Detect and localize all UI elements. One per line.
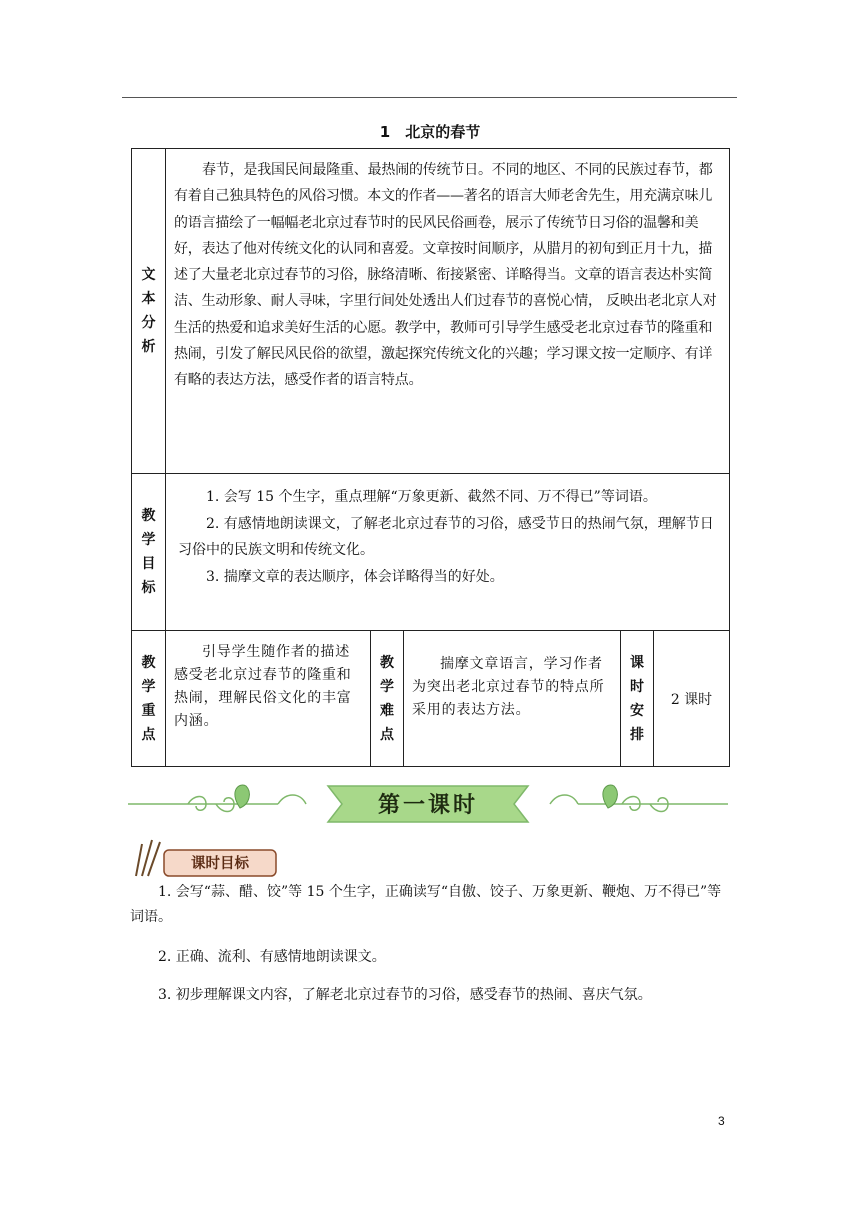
objectives-tag-label: 课时目标 [191, 856, 249, 872]
goal-item: 1. 会写 15 个生字，重点理解“万象更新、截然不同、万不得已”等词语。 [206, 489, 657, 505]
key-points-text: 引导学生随作者的描述感受老北京过春节的隆重和热闹，理解民俗文化的丰富内涵。 [166, 631, 371, 767]
objective-item: 2. 正确、流利、有感情地朗读课文。 [158, 949, 386, 965]
lesson-title: 1 北京的春节 [379, 123, 481, 141]
schedule-text: 2 课时 [654, 631, 730, 767]
analysis-text: 春节，是我国民间最隆重、最热闹的传统节日。不同的地区、不同的民族过春节，都有着自己独具特色的风俗习惯。本文的作者——著名的语言大师老舍先生，用充满京味儿的语言描绘了一幅幅老北京过春节时的民风民俗画卷，展示了传统节日习俗的温馨和美好，表达了他对传统文化的认同和喜爱。文章按时间顺序，从腊月的初旬到正月十九，描述了大量老北京过春节的习俗，脉络清晰、衔接紧密、详略得当。文章的语言表达朴实简洁、生动形象、耐人寻味，字里行间处处透出人们过春节的喜悦心情， 反映出老北京人对生活的热爱和追求美好生活的心愿。教学中，教师可引导学生感受老北京过春节的隆重和热闹，引发了解民风民俗的欲望，激起探究传统文化的兴趣；学习课文按一定顺序、有详有略的表达方法，感受作者的语言特点。 [166, 149, 730, 474]
brush-icon [136, 840, 160, 876]
objective-item: 3. 初步理解课文内容，了解老北京过春节的习俗，感受春节的热闹、喜庆气氛。 [158, 987, 652, 1003]
lesson-banner [128, 780, 728, 828]
goals-label: 教 学 目 标 [132, 474, 166, 631]
header-rule [122, 97, 737, 98]
vine-right-icon [550, 795, 728, 812]
goals-list [166, 474, 730, 631]
difficulty-label: 教 学 难 点 [371, 631, 404, 767]
vine-left-icon [128, 795, 306, 812]
page-number: 3 [718, 1114, 725, 1128]
objectives-tag [130, 836, 280, 880]
schedule-label: 课 时 安 排 [621, 631, 654, 767]
objective-item: 1. 会写“蒜、醋、饺”等 15 个生字，正确读写“自傲、饺子、万象更新、鞭炮、万不得已”等词语。 [130, 884, 722, 925]
goal-item: 2. 有感情地朗读课文，了解老北京过春节的习俗，感受节日的热闹气氛，理解节日习俗中的民族文明和传统文化。 [178, 515, 714, 558]
lesson-plan-table [131, 148, 730, 767]
goal-item: 3. 揣摩文章的表达顺序，体会详略得当的好处。 [206, 568, 504, 585]
analysis-label: 文 本 分 析 [132, 149, 166, 474]
banner-text: 第一课时 [377, 793, 479, 818]
difficulty-text: 揣摩文章语言，学习作者为突出老北京过春节的特点所采用的表达方法。 [404, 631, 621, 767]
key-points-label: 教 学 重 点 [132, 631, 166, 767]
